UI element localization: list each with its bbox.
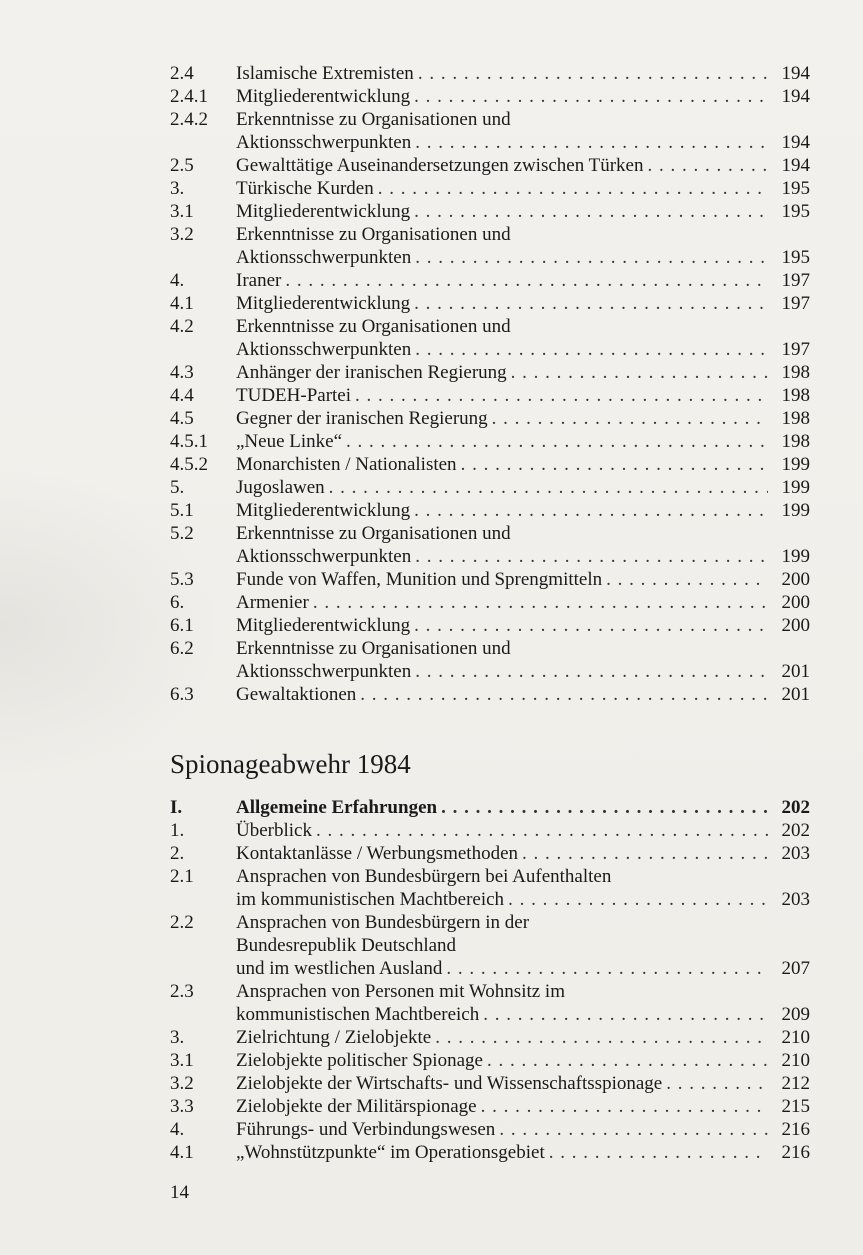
- toc-entry-number: 4.4: [170, 385, 194, 406]
- toc-entry-title: im kommunistischen Machtbereich: [236, 889, 505, 910]
- toc-entry-page: 200: [781, 592, 810, 613]
- dot-leader: [415, 131, 768, 154]
- toc-entry-number: 3.: [170, 178, 185, 199]
- toc-entry-title: Mitgliederentwicklung: [236, 201, 411, 222]
- toc-entry-number: 2.4.1: [170, 86, 208, 107]
- toc-entry-title: Jugoslawen: [236, 477, 325, 498]
- toc-entry-title: Allgemeine Erfahrungen: [236, 797, 438, 818]
- toc-entry-title: kommunistischen Machtbereich: [236, 1004, 480, 1025]
- toc-entry-page: 212: [781, 1073, 810, 1094]
- dot-leader: [647, 154, 768, 177]
- toc-entry-number: 3.2: [170, 224, 194, 245]
- dot-leader: [285, 269, 768, 292]
- toc-entry: [170, 796, 810, 819]
- toc-entry: [170, 430, 810, 453]
- toc-entry: [170, 1141, 810, 1164]
- toc-entry: [170, 522, 810, 545]
- dot-leader: [508, 888, 768, 911]
- toc-entry-number: 3.2: [170, 1073, 194, 1094]
- toc-entry-number: 3.1: [170, 1050, 194, 1071]
- toc-entry-number: 3.1: [170, 201, 194, 222]
- toc-entry-page: 215: [781, 1096, 810, 1117]
- page-number: 14: [170, 1182, 189, 1203]
- dot-leader: [666, 1072, 768, 1095]
- dot-leader: [481, 1095, 768, 1118]
- toc-entry: [170, 246, 810, 269]
- toc-entry-page: 207: [781, 958, 810, 979]
- toc-entry: [170, 865, 810, 888]
- toc-entry-title: Erkenntnisse zu Organisationen und: [236, 523, 511, 544]
- section-heading: Spionageabwehr 1984: [170, 749, 411, 779]
- toc-entry-page: 194: [781, 63, 810, 84]
- toc-entry: [170, 934, 810, 957]
- dot-leader: [414, 499, 768, 522]
- toc-entry-page: 198: [781, 385, 810, 406]
- toc-entry-number: 5.1: [170, 500, 194, 521]
- toc-entry: [170, 980, 810, 1003]
- toc-entry-title: Überblick: [236, 820, 312, 841]
- toc-entry-number: 3.3: [170, 1096, 194, 1117]
- toc-entry-title: Zielrichtung / Zielobjekte: [236, 1027, 432, 1048]
- toc-entry-page: 200: [781, 615, 810, 636]
- dot-leader: [414, 614, 768, 637]
- toc-entry: [170, 911, 810, 934]
- dot-leader: [483, 1003, 768, 1026]
- toc-entry-page: 201: [781, 684, 810, 705]
- toc-entry: [170, 568, 810, 591]
- toc-entry-title: Armenier: [236, 592, 309, 613]
- dot-leader: [415, 246, 768, 269]
- toc-entry: [170, 223, 810, 246]
- toc-entry-page: 200: [781, 569, 810, 590]
- toc-entry-number: 4.5.1: [170, 431, 208, 452]
- toc-entry-title: Mitgliederentwicklung: [236, 293, 411, 314]
- toc-entry-title: Erkenntnisse zu Organisationen und: [236, 316, 511, 337]
- toc-entry-page: 201: [781, 661, 810, 682]
- toc-entry-title: Ansprachen von Personen mit Wohnsitz im: [236, 981, 565, 1002]
- dot-leader: [606, 568, 768, 591]
- toc-entry-number: 6.3: [170, 684, 194, 705]
- toc-entry-number: 4.5: [170, 408, 194, 429]
- toc-entry: [170, 499, 810, 522]
- toc-entry-number: 4.3: [170, 362, 194, 383]
- toc-entry-page: 209: [781, 1004, 810, 1025]
- toc-entry-number: 2.1: [170, 866, 194, 887]
- toc-entry-page: 197: [781, 293, 810, 314]
- toc-entry: [170, 338, 810, 361]
- dot-leader: [418, 62, 768, 85]
- toc-entry: [170, 614, 810, 637]
- toc-entry-page: 198: [781, 408, 810, 429]
- toc-entry: [170, 819, 810, 842]
- toc-entry-title: und im westlichen Ausland: [236, 958, 443, 979]
- toc-entry-page: 194: [781, 132, 810, 153]
- toc-entry: [170, 1072, 810, 1095]
- toc-entry-number: 4.1: [170, 293, 194, 314]
- toc-entry-number: 4.: [170, 1119, 185, 1140]
- toc-entry-page: 216: [781, 1119, 810, 1140]
- toc-entry-page: 199: [781, 477, 810, 498]
- dot-leader: [378, 177, 768, 200]
- toc-entry: [170, 660, 810, 683]
- toc-entry-title: Gegner der iranischen Regierung: [236, 408, 488, 429]
- toc-entry-number: 3.: [170, 1027, 185, 1048]
- dot-leader: [511, 361, 768, 384]
- toc-entry-page: 199: [781, 500, 810, 521]
- dot-leader: [415, 338, 768, 361]
- dot-leader: [415, 545, 768, 568]
- dot-leader: [522, 842, 768, 865]
- toc-entry: [170, 154, 810, 177]
- toc-entry-number: 6.2: [170, 638, 194, 659]
- dot-leader: [414, 292, 768, 315]
- toc-entry-page: 198: [781, 362, 810, 383]
- toc-entry-title: Aktionsschwerpunkten: [236, 546, 412, 567]
- toc-entry-page: 199: [781, 454, 810, 475]
- toc-entry-title: Aktionsschwerpunkten: [236, 247, 412, 268]
- toc-entry-number: 6.1: [170, 615, 194, 636]
- toc-entry-page: 197: [781, 339, 810, 360]
- toc-entry-number: 1.: [170, 820, 185, 841]
- dot-leader: [313, 591, 768, 614]
- toc-entry: [170, 842, 810, 865]
- toc-entry: [170, 637, 810, 660]
- dot-leader: [346, 430, 768, 453]
- toc-entry-title: „Wohnstützpunkte“ im Operationsgebiet: [236, 1142, 545, 1163]
- toc-entry-title: Bundesrepublik Deutschland: [236, 935, 457, 956]
- toc-entry: [170, 1049, 810, 1072]
- toc-entry-title: Islamische Extremisten: [236, 63, 414, 84]
- dot-leader: [414, 85, 768, 108]
- dot-leader: [461, 453, 768, 476]
- toc-entry: [170, 1095, 810, 1118]
- toc-entry: [170, 545, 810, 568]
- toc-entry-title: Führungs- und Verbindungswesen: [236, 1119, 496, 1140]
- toc-entry-number: 4.: [170, 270, 185, 291]
- toc-entry-title: Zielobjekte der Wirtschafts- und Wissenschaftsspionage: [236, 1073, 663, 1094]
- toc-entry: [170, 292, 810, 315]
- toc-entry-page: 199: [781, 546, 810, 567]
- dot-leader: [492, 407, 768, 430]
- toc-entry-title: Ansprachen von Bundesbürgern in der: [236, 912, 530, 933]
- toc-entry-number: 2.2: [170, 912, 194, 933]
- toc-entry-title: Erkenntnisse zu Organisationen und: [236, 109, 511, 130]
- toc-entry-number: 2.4.2: [170, 109, 208, 130]
- toc-entry-number: 2.5: [170, 155, 194, 176]
- toc-entry: [170, 407, 810, 430]
- toc-entry-title: Mitgliederentwicklung: [236, 615, 411, 636]
- toc-entry: [170, 269, 810, 292]
- toc-entry-title: TUDEH-Partei: [236, 385, 352, 406]
- toc-entry-page: 203: [781, 889, 810, 910]
- toc-entry-number: 5.3: [170, 569, 194, 590]
- toc-entry: [170, 476, 810, 499]
- toc-entry-title: „Neue Linke“: [236, 431, 343, 452]
- toc-entry-title: Funde von Waffen, Munition und Sprengmitteln: [236, 569, 603, 590]
- toc-entry-title: Monarchisten / Nationalisten: [236, 454, 457, 475]
- toc-entry: [170, 1003, 810, 1026]
- table-of-contents-bottom: [170, 796, 810, 1164]
- toc-entry-title: Aktionsschwerpunkten: [236, 132, 412, 153]
- toc-entry-page: 198: [781, 431, 810, 452]
- toc-entry: [170, 361, 810, 384]
- toc-entry-number: 6.: [170, 592, 185, 613]
- toc-entry: [170, 200, 810, 223]
- toc-entry-number: I.: [170, 797, 183, 818]
- toc-entry-title: Zielobjekte der Militärspionage: [236, 1096, 477, 1117]
- toc-entry-page: 195: [781, 201, 810, 222]
- toc-entry-title: Erkenntnisse zu Organisationen und: [236, 638, 511, 659]
- toc-entry: [170, 62, 810, 85]
- toc-entry-number: 5.2: [170, 523, 194, 544]
- toc-entry-title: Aktionsschwerpunkten: [236, 339, 412, 360]
- toc-entry-page: 195: [781, 178, 810, 199]
- toc-entry-title: Kontaktanlässe / Werbungsmethoden: [236, 843, 519, 864]
- toc-entry: [170, 888, 810, 911]
- dot-leader: [414, 200, 768, 223]
- toc-entry: [170, 1118, 810, 1141]
- toc-entry-title: Aktionsschwerpunkten: [236, 661, 412, 682]
- toc-entry-number: 4.1: [170, 1142, 194, 1163]
- toc-entry-page: 210: [781, 1050, 810, 1071]
- toc-entry-title: Gewaltaktionen: [236, 684, 357, 705]
- toc-entry-title: Mitgliederentwicklung: [236, 86, 411, 107]
- toc-entry-number: 2.: [170, 843, 185, 864]
- toc-entry-number: 2.4: [170, 63, 194, 84]
- toc-entry: [170, 384, 810, 407]
- toc-entry-page: 194: [781, 155, 810, 176]
- dot-leader: [329, 476, 768, 499]
- toc-entry-title: Mitgliederentwicklung: [236, 500, 411, 521]
- toc-entry: [170, 315, 810, 338]
- toc-entry: [170, 957, 810, 980]
- toc-entry-number: 2.3: [170, 981, 194, 1002]
- toc-entry-page: 202: [781, 797, 810, 818]
- toc-entry-title: Gewalttätige Auseinandersetzungen zwischen Türken: [236, 155, 644, 176]
- dot-leader: [499, 1118, 768, 1141]
- toc-entry-page: 202: [781, 820, 810, 841]
- toc-entry-page: 195: [781, 247, 810, 268]
- toc-entry-title: Zielobjekte politischer Spionage: [236, 1050, 483, 1071]
- toc-entry-title: Türkische Kurden: [236, 178, 374, 199]
- toc-entry-page: 203: [781, 843, 810, 864]
- toc-entry: [170, 1026, 810, 1049]
- toc-entry-page: 210: [781, 1027, 810, 1048]
- dot-leader: [360, 683, 768, 706]
- toc-entry: [170, 683, 810, 706]
- dot-leader: [316, 819, 768, 842]
- dot-leader: [415, 660, 768, 683]
- dot-leader: [435, 1026, 768, 1049]
- toc-entry-page: 197: [781, 270, 810, 291]
- dot-leader: [441, 796, 768, 819]
- toc-entry: [170, 85, 810, 108]
- toc-entry-title: Erkenntnisse zu Organisationen und: [236, 224, 511, 245]
- toc-entry-title: Ansprachen von Bundesbürgern bei Aufenthalten: [236, 866, 612, 887]
- dot-leader: [355, 384, 768, 407]
- toc-entry-title: Anhänger der iranischen Regierung: [236, 362, 507, 383]
- toc-entry-page: 194: [781, 86, 810, 107]
- table-of-contents-top: [170, 62, 810, 706]
- toc-entry: [170, 108, 810, 131]
- toc-entry: [170, 131, 810, 154]
- toc-entry-title: Iraner: [236, 270, 282, 291]
- toc-entry-number: 4.5.2: [170, 454, 208, 475]
- toc-entry: [170, 591, 810, 614]
- toc-entry-number: 4.2: [170, 316, 194, 337]
- dot-leader: [549, 1141, 768, 1164]
- toc-entry-number: 5.: [170, 477, 185, 498]
- toc-entry-page: 216: [781, 1142, 810, 1163]
- dot-leader: [446, 957, 768, 980]
- toc-entry: [170, 177, 810, 200]
- toc-entry: [170, 453, 810, 476]
- dot-leader: [487, 1049, 768, 1072]
